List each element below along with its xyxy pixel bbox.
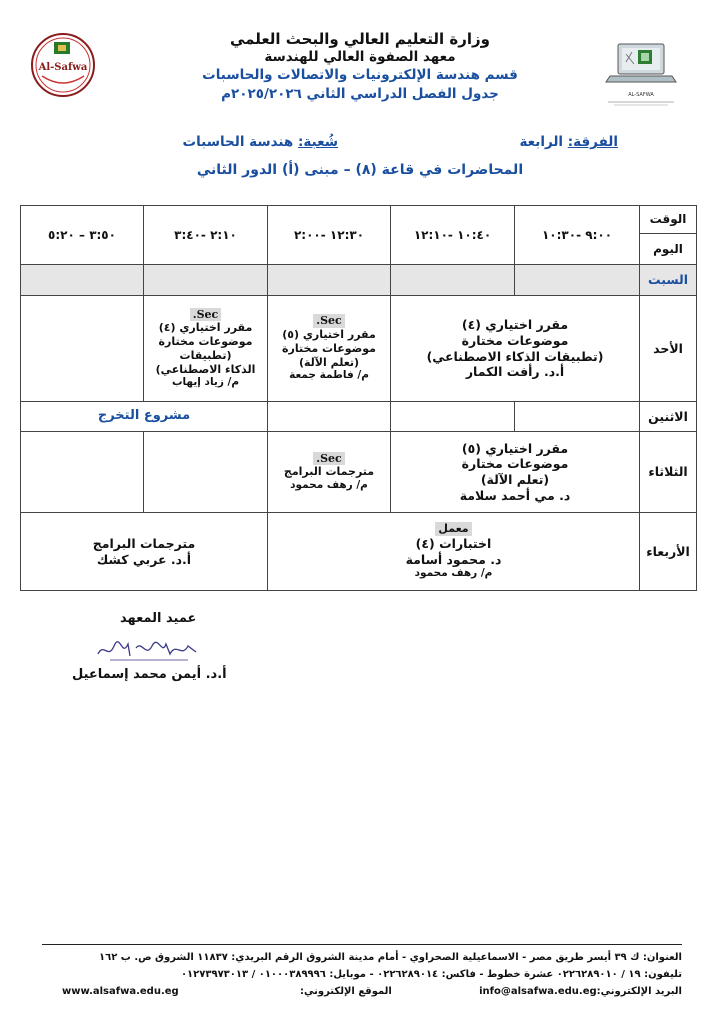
sun-section-1	[267, 295, 391, 402]
branch-value: هندسة الحاسبات	[182, 134, 294, 150]
day-label: اليوم	[639, 233, 697, 265]
footer-email[interactable]: البريد الإلكتروني:info@alsafwa.edu.eg	[479, 986, 682, 997]
slot-1: ٩:٠٠ -١٠:٣٠	[514, 205, 640, 265]
day-wednesday: الأربعاء	[639, 512, 697, 591]
course-subtitle: موضوعات مختارة	[461, 456, 569, 472]
instructor: م/ رهف محمود	[290, 479, 368, 492]
mon-graduation-project: مشروع التخرج	[20, 401, 268, 432]
ministry-title: وزارة التعليم العالي والبحث العلمي	[229, 30, 491, 48]
sun-section-2	[143, 295, 268, 402]
mon-slot-2	[390, 401, 515, 432]
year-info	[519, 134, 618, 150]
course-topic: (تعلم الآلة)	[480, 472, 550, 487]
instructor: م/ زياد إيهاب	[171, 376, 240, 389]
schedule-title: جدول الفصل الدراسي الثاني ٢٠٢٥/٢٠٢٦م	[221, 86, 499, 102]
al-safwa-logo	[30, 32, 96, 98]
course-topic: (تطبيقات	[179, 348, 232, 362]
day-saturday: السبت	[639, 264, 697, 296]
section-tag: Sec.	[190, 308, 221, 322]
footer-website-label: الموقع الإلكتروني:	[300, 986, 392, 997]
course-subtitle: موضوعات مختارة	[158, 335, 253, 349]
slot-3: ١٢:٣٠ -٢:٠٠	[267, 205, 391, 265]
course-title: اختبارات (٤)	[415, 536, 492, 552]
lecturer: د. محمود أسامة	[405, 551, 502, 567]
tue-lecture	[390, 431, 640, 513]
day-tuesday: الثلاثاء	[639, 431, 697, 513]
branch-info	[183, 134, 338, 150]
course-topic: (تطبيقات الذكاء الاصطناعي)	[426, 348, 604, 364]
section-tag: Sec.	[313, 452, 344, 466]
footer-address: العنوان: ك ٣٩ أيسر طريق مصر - الاسماعيلية الصحراوي - أمام مدينة الشروق الرقم البريدي: ١١٨٣٧ الشروق ص. ب ١٦٢	[99, 952, 682, 963]
instructor: م/ رهف محمود	[414, 567, 493, 580]
lab-tag: معمل	[435, 522, 471, 536]
time-label: الوقت	[639, 205, 697, 234]
mon-slot-1	[514, 401, 640, 432]
lecturer: أ.د. رأفت الكمار	[465, 364, 565, 380]
lecturer: د. مي أحمد سلامة	[459, 487, 571, 503]
logo-left-text: Al-Safwa	[38, 62, 88, 73]
tue-slot-4	[143, 431, 268, 513]
course-subtitle: موضوعات مختارة	[282, 341, 376, 355]
course-topic: (تعلم الآلة)	[298, 355, 360, 369]
course-title: مقرر اختياري (٤)	[158, 321, 253, 335]
sat-slot-4	[143, 264, 268, 296]
wed-lecture	[20, 512, 268, 591]
course-title: مقرر اختياري (٤)	[461, 317, 569, 333]
department-title: قسم هندسة الإلكترونيات والاتصالات والحاسبات	[202, 67, 518, 83]
year-label: الفرقة:	[567, 134, 618, 150]
sat-slot-3	[267, 264, 391, 296]
footer-divider	[42, 944, 682, 945]
department-logo	[600, 40, 682, 108]
sun-lecture	[390, 295, 640, 402]
logo-right-text: AL-SAFWA	[628, 92, 654, 98]
lecturer: أ.د. عربي كشك	[96, 551, 192, 567]
day-sunday: الأحد	[639, 295, 697, 402]
sun-slot-5	[20, 295, 144, 402]
institute-title: معهد الصفوة العالي للهندسة	[264, 49, 456, 65]
dean-title: عميد المعهد	[120, 611, 197, 626]
footer-website[interactable]: www.alsafwa.edu.eg	[62, 986, 179, 997]
mon-slot-3	[267, 401, 391, 432]
course-title: مترجمات البرامج	[283, 465, 375, 479]
sat-slot-1	[514, 264, 640, 296]
course-title: مقرر اختياري (٥)	[282, 328, 376, 342]
tue-section	[267, 431, 391, 513]
section-tag: Sec.	[313, 314, 344, 328]
rooms-line: المحاضرات في قاعة (٨) – مبنى (أ) الدور الثاني	[196, 162, 524, 178]
sat-slot-2	[390, 264, 515, 296]
dean-name: أ.د. أيمن محمد إسماعيل	[72, 667, 227, 682]
dean-signature	[92, 632, 202, 666]
course-title: مترجمات البرامج	[92, 535, 196, 551]
tue-slot-5	[20, 431, 144, 513]
wed-lab	[267, 512, 640, 591]
instructor: م/ فاطمة جمعة	[289, 369, 369, 382]
slot-2: ١٠:٤٠ -١٢:١٠	[390, 205, 515, 265]
slot-5: ٣:٥٠ – ٥:٢٠	[20, 205, 144, 265]
course-topic-2: الذكاء الاصطناعي)	[155, 362, 256, 376]
year-value: الرابعة	[519, 134, 564, 150]
course-title: مقرر اختياري (٥)	[461, 440, 569, 456]
course-subtitle: موضوعات مختارة	[461, 332, 569, 348]
schedule-table	[20, 205, 697, 591]
branch-label: شُعبة:	[298, 134, 338, 150]
day-monday: الاثنين	[639, 401, 697, 432]
slot-4: ٢:١٠ -٣:٤٠	[143, 205, 268, 265]
sat-slot-5	[20, 264, 144, 296]
footer-phones: تليفون: ١٩ / ٠٢٢٦٢٨٩٠١٠ عشرة خطوط - فاكس: ٠٢٢٦٢٨٩٠١٤ - موبايل: ٠١٠٠٠٣٨٩٩٩٦ / ٠١٢٧٣٩٧٣٠١٣	[180, 969, 682, 980]
